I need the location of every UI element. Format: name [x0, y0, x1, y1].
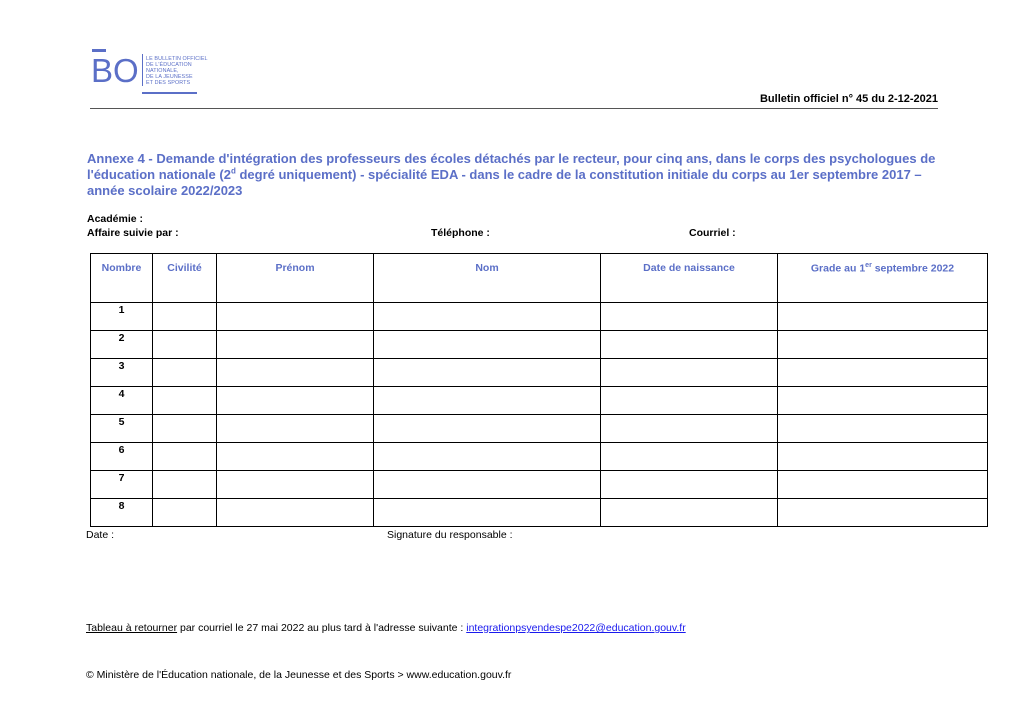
header-grade-text-end: septembre 2022 — [871, 262, 955, 275]
cell-grade[interactable] — [778, 331, 988, 359]
bo-logo — [90, 48, 208, 98]
cell-prenom[interactable] — [217, 387, 374, 415]
title-superscript: d — [230, 166, 236, 176]
logo-bar-side — [142, 54, 143, 86]
return-text: par courriel le 27 mai 2022 au plus tard à l'adresse suivante : — [177, 622, 467, 634]
table-row — [91, 387, 988, 415]
table-header-row — [91, 254, 988, 303]
title-part-2: degré uniquement) - spécialité EDA - dans le cadre de la constitution initiale du corps au 1er septembre 2017 – année scolaire 2022/2023 — [87, 167, 922, 198]
cell-grade[interactable] — [778, 415, 988, 443]
cell-nom[interactable] — [374, 387, 601, 415]
row-number: 8 — [91, 499, 153, 527]
title-part-1: Annexe 4 - Demande d'intégration des professeurs des écoles détachés par le recteur, pour cinq ans, dans le corps des psychologues de l'éducation nationale (2 — [87, 151, 936, 182]
academie-label: Académie : — [87, 213, 144, 225]
header-nombre: Nombre — [91, 254, 153, 303]
header-civilite: Civilité — [153, 254, 217, 303]
cell-civilite[interactable] — [153, 303, 217, 331]
affaire-suivie-label: Affaire suivie par : — [87, 227, 179, 239]
header-date-naissance: Date de naissance — [601, 254, 778, 303]
courriel-label: Courriel : — [689, 227, 736, 239]
row-number: 1 — [91, 303, 153, 331]
cell-date-naissance[interactable] — [601, 303, 778, 331]
bulletin-reference: Bulletin officiel n° 45 du 2-12-2021 — [759, 93, 938, 105]
cell-grade[interactable] — [778, 471, 988, 499]
cell-civilite[interactable] — [153, 443, 217, 471]
logo-line: DE LA JEUNESSE — [146, 74, 193, 80]
cell-nom[interactable] — [374, 471, 601, 499]
logo-line: NATIONALE, — [146, 68, 179, 74]
cell-date-naissance[interactable] — [601, 387, 778, 415]
cell-grade[interactable] — [778, 499, 988, 527]
signature-label: Signature du responsable : — [387, 529, 513, 541]
cell-date-naissance[interactable] — [601, 331, 778, 359]
table-row — [91, 359, 988, 387]
cell-prenom[interactable] — [217, 359, 374, 387]
return-email-link[interactable]: integrationpsyendespe2022@education.gouv.fr — [466, 622, 686, 634]
logo-line: LE BULLETIN OFFICIEL — [146, 56, 208, 62]
cell-date-naissance[interactable] — [601, 443, 778, 471]
date-label: Date : — [86, 529, 115, 541]
logo-line: ET DES SPORTS — [146, 80, 191, 86]
logo-mark: BO — [91, 52, 139, 89]
telephone-label: Téléphone : — [431, 227, 490, 239]
cell-nom[interactable] — [374, 499, 601, 527]
row-number: 5 — [91, 415, 153, 443]
row-number: 7 — [91, 471, 153, 499]
row-number: 4 — [91, 387, 153, 415]
annex-title — [87, 151, 947, 199]
cell-nom[interactable] — [374, 415, 601, 443]
table-row — [91, 443, 988, 471]
row-number: 3 — [91, 359, 153, 387]
table-row — [91, 499, 988, 527]
table-row — [91, 415, 988, 443]
header-divider — [90, 108, 938, 109]
return-underlined-text: Tableau à retourner — [86, 622, 178, 634]
cell-civilite[interactable] — [153, 331, 217, 359]
header-prenom: Prénom — [217, 254, 374, 303]
logo-text — [146, 56, 206, 86]
cell-date-naissance[interactable] — [601, 471, 778, 499]
cell-prenom[interactable] — [217, 303, 374, 331]
cell-nom[interactable] — [374, 303, 601, 331]
cell-date-naissance[interactable] — [601, 415, 778, 443]
table-row — [91, 303, 988, 331]
logo-line: DE L'ÉDUCATION — [146, 62, 192, 68]
cell-civilite[interactable] — [153, 387, 217, 415]
cell-civilite[interactable] — [153, 415, 217, 443]
row-number: 6 — [91, 443, 153, 471]
cell-civilite[interactable] — [153, 359, 217, 387]
cell-nom[interactable] — [374, 443, 601, 471]
cell-civilite[interactable] — [153, 499, 217, 527]
cell-prenom[interactable] — [217, 331, 374, 359]
candidates-table — [90, 253, 988, 527]
cell-grade[interactable] — [778, 359, 988, 387]
cell-date-naissance[interactable] — [601, 359, 778, 387]
cell-grade[interactable] — [778, 387, 988, 415]
cell-date-naissance[interactable] — [601, 499, 778, 527]
table-row — [91, 331, 988, 359]
cell-grade[interactable] — [778, 303, 988, 331]
logo-bar-bottom — [142, 92, 197, 94]
cell-prenom[interactable] — [217, 443, 374, 471]
copyright-footer: © Ministère de l'Éducation nationale, de la Jeunesse et des Sports > www.education.gouv.fr — [86, 669, 512, 681]
header-grade-superscript: er — [865, 262, 872, 269]
table-row — [91, 471, 988, 499]
cell-grade[interactable] — [778, 443, 988, 471]
header-nom: Nom — [374, 254, 601, 303]
row-number: 2 — [91, 331, 153, 359]
cell-prenom[interactable] — [217, 415, 374, 443]
header-grade-text: Grade au 1 — [810, 262, 866, 275]
cell-nom[interactable] — [374, 331, 601, 359]
cell-prenom[interactable] — [217, 471, 374, 499]
cell-prenom[interactable] — [217, 499, 374, 527]
cell-nom[interactable] — [374, 359, 601, 387]
header-grade — [778, 254, 988, 303]
cell-civilite[interactable] — [153, 471, 217, 499]
return-instructions — [86, 622, 686, 634]
